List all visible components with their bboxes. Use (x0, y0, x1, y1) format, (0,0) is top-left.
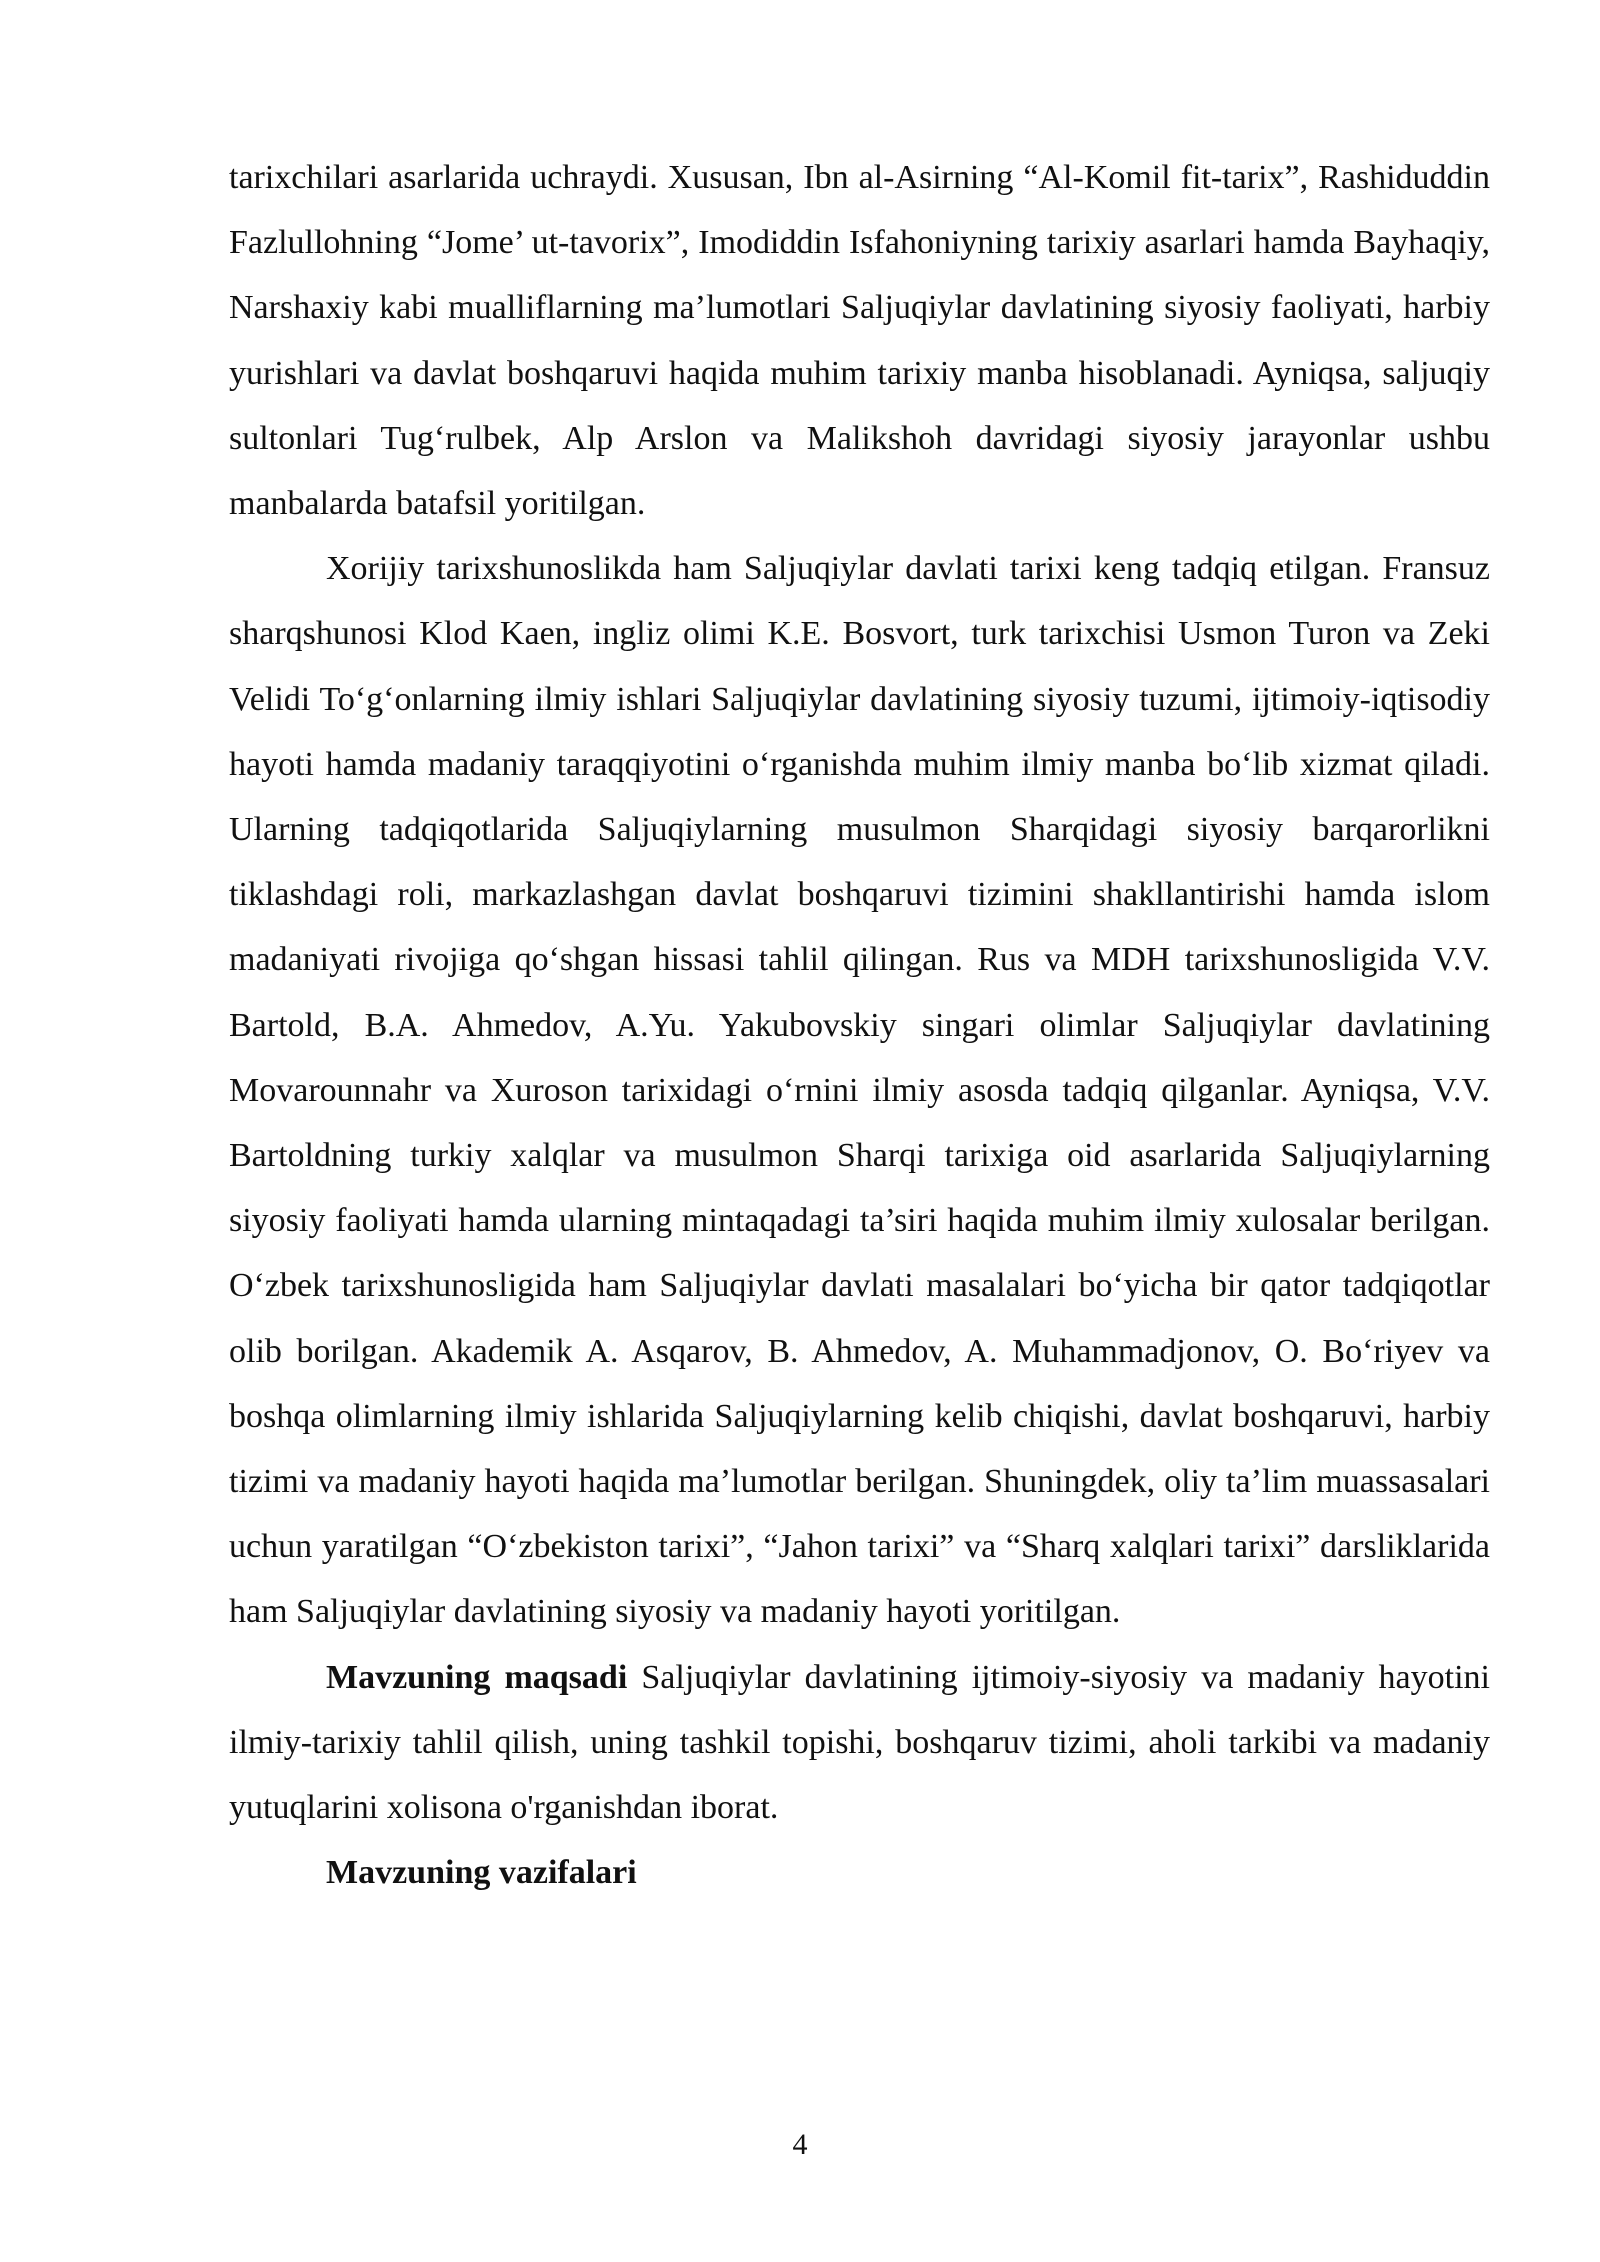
page-number: 4 (792, 2128, 808, 2161)
goal-lead: Mavzuning maqsadi (326, 1658, 628, 1696)
paragraph-goal (229, 1645, 1490, 1841)
paragraph-historiography: Xorijiy tarixshunoslikda ham Saljuqiylar davlati tarixi keng tadqiq etilgan. Fransuz sharqshunosi Klod Kaen, ingliz olimi K.E. Bosvort, turk tarixchisi Usmon Turon va Zeki Velidi To‘g‘onlarning ilmiy ishlari Saljuqiylar davlatining siyosiy tuzumi, ijtimoiy-iqtisodiy hayoti hamda madaniy taraqqiyotini o‘rganishda muhim ilmiy manba bo‘lib xizmat qiladi. Ularning tadqiqotlarida Saljuqiylarning musulmon Sharqidagi siyosiy barqarorlikni tiklashdagi roli, markazlashgan davlat boshqaruvi tizimini shakllantirishi hamda islom madaniyati rivojiga qo‘shgan hissasi tahlil qilingan. Rus va MDH tarixshunosligida V.V. Bartold, B.A. Ahmedov, A.Yu. Yakubovskiy singari olimlar Saljuqiylar davlatining Movarounnahr va Xuroson tarixidagi o‘rnini ilmiy asosda tadqiq qilganlar. Ayniqsa, V.V. Bartoldning turkiy xalqlar va musulmon Sharqi tarixiga oid asarlarida Saljuqiylarning siyosiy faoliyati hamda ularning mintaqadagi ta’siri haqida muhim ilmiy xulosalar berilgan. O‘zbek tarixshunosligida ham Saljuqiylar davlati masalalari bo‘yicha bir qator tadqiqotlar olib borilgan. Akademik A. Asqarov, B. Ahmedov, A. Muhammadjonov, O. Bo‘riyev va boshqa olimlarning ilmiy ishlarida Saljuqiylarning kelib chiqishi, davlat boshqaruvi, harbiy tizimi va madaniy hayoti haqida ma’lumotlar berilgan. Shuningdek, oliy ta’lim muassasalari uchun yaratilgan “O‘zbekiston tarixi”, “Jahon tarixi” va “Sharq xalqlari tarixi” darsliklarida ham Saljuqiylar davlatining siyosiy va madaniy hayoti yoritilgan. (229, 550, 1490, 1631)
paragraph-sources: tarixchilari asarlarida uchraydi. Xususan, Ibn al-Asirning “Al-Komil fit-tarix”, Rashiduddin Fazlullohning “Jome’ ut-tavorix”, Imodiddin Isfahoniyning tarixiy asarlari hamda Bayhaqiy, Narshaxiy kabi mualliflarning ma’lumotlari Saljuqiylar davlatining siyosiy faoliyati, harbiy yurishlari va davlat boshqaruvi haqida muhim tarixiy manba hisoblanadi. Ayniqsa, saljuqiy sultonlari Tug‘rulbek, Alp Arslon va Malikshoh davridagi siyosiy jarayonlar ushbu manbalarda batafsil yoritilgan. (229, 159, 1490, 523)
body-text (229, 145, 1490, 1905)
goal-body: Saljuqiylar davlatining ijtimoiy-siyosiy va madaniy hayotini ilmiy-tarixiy tahlil qilish, uning tashkil topishi, boshqaruv tizimi, aholi tarkibi va madaniy yutuqlarini xolisona o'rganishdan iborat. (229, 1658, 1490, 1827)
tasks-heading: Mavzuning vazifalari (326, 1854, 637, 1892)
